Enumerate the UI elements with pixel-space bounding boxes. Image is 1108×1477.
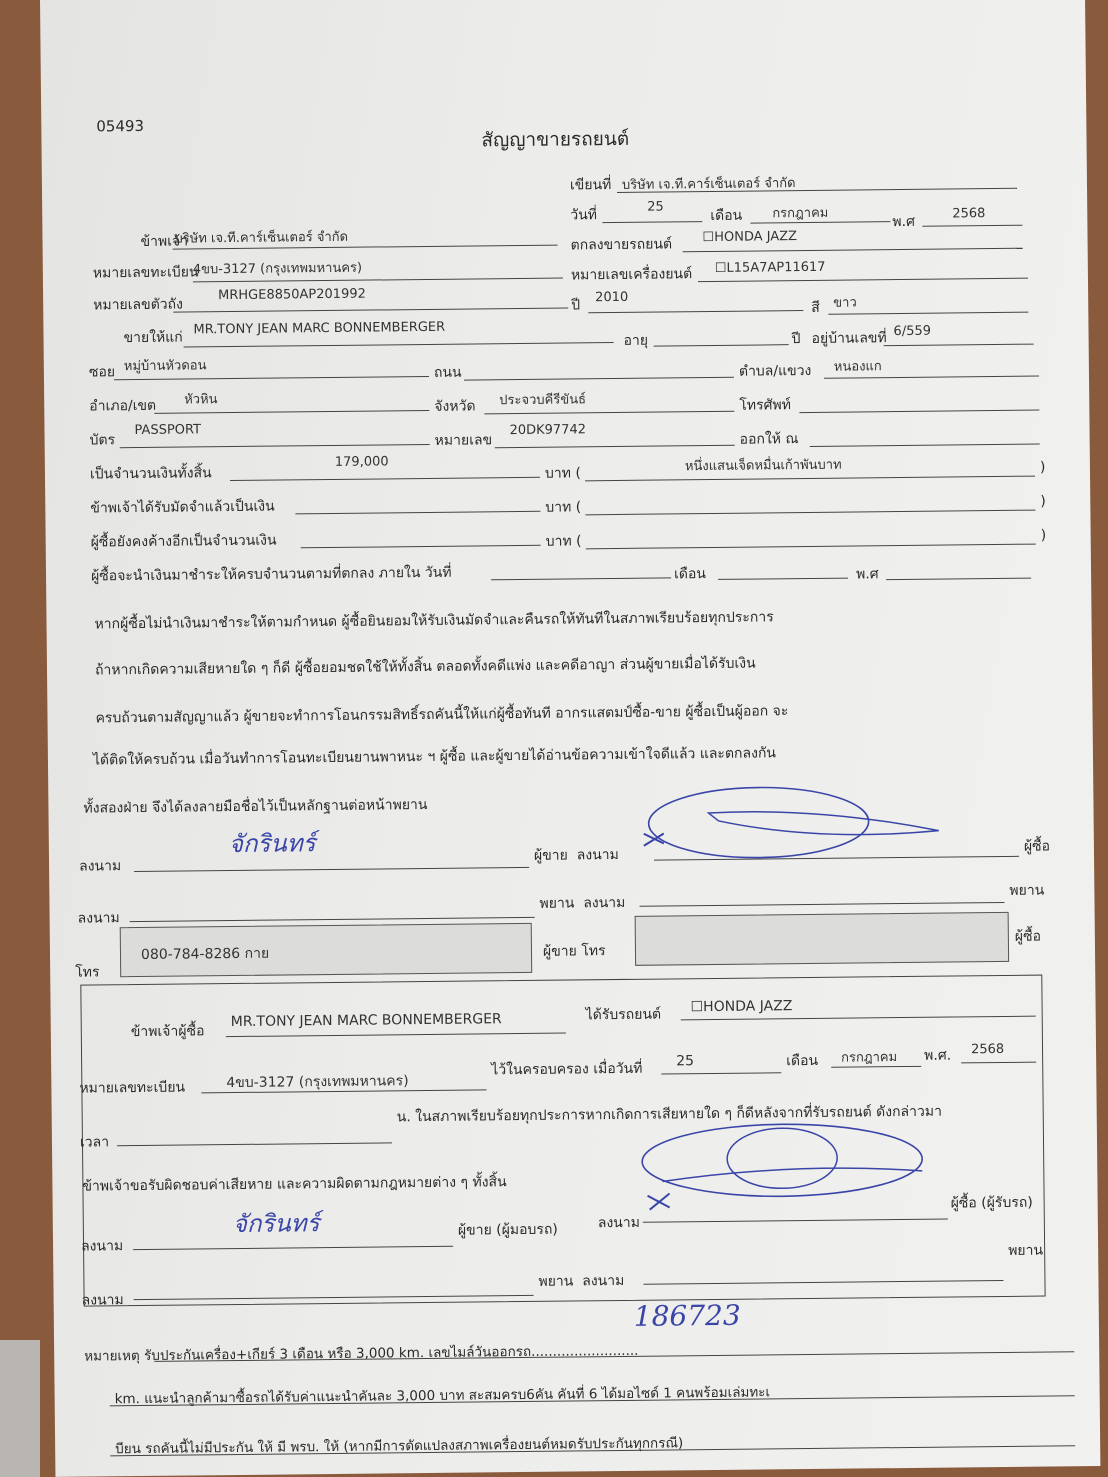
underline: [810, 444, 1040, 447]
card-value: PASSPORT: [134, 422, 202, 439]
buyer-phone-box: [635, 912, 1010, 966]
seller-value: บริษัท เจ.ที.คาร์เซ็นเตอร์ จำกัด: [174, 229, 349, 247]
time-label: เวลา: [79, 1134, 110, 1151]
phone-label: โทร: [75, 964, 100, 981]
underline: [491, 577, 671, 580]
notes-line-3: บียน รถคันนี้ไม่มีประกัน ให้ มี พรบ. ให้ (หากมีการดัดแปลงสภาพเครื่องยนต์หมดรับประกันทุกกรณี): [115, 1435, 684, 1458]
total-value: 179,000: [334, 454, 389, 470]
witness-role-label: พยาน ลงนาม: [539, 894, 626, 912]
underline: [230, 477, 540, 481]
receipt-witness-role: พยาน: [1008, 1242, 1044, 1259]
province-label: จังหวัด: [434, 398, 476, 415]
terms-line: ถ้าหากเกิดความเสียหายใด ๆ ก็ดี ผู้ซื้อยอมชดใช้ให้ทั้งสิ้น ตลอดทั้งคดีแพ่ง และคดีอาญา ส่วนผู้ขายเมื่อได้รับเงิน: [94, 655, 756, 679]
terms-line: หากผู้ซื้อไม่นำเงินมาชำระให้ตามกำหนด ผู้ซื้อยินยอมให้รับเงินมัดจำและคืนรถให้ทันทีในสภาพเรียบร้อยทุกประการ: [94, 609, 774, 633]
underline: [120, 444, 430, 448]
year-label: พ.ศ: [892, 213, 916, 231]
house-value: 6/559: [893, 323, 932, 340]
house-label: อยู่บ้านเลขที่: [811, 330, 887, 347]
terms-line: ได้ติดให้ครบถ้วน เมื่อวันทำการโอนทะเบียนยานพาหนะ ฯ ผู้ซื้อ และผู้ขายได้อ่านข้อความเข้าใจดีแล้ว และตกลงกัน: [92, 745, 777, 769]
total-label: เป็นจำนวนเงินทั้งสิ้น: [89, 465, 212, 483]
terms-line: ทั้งสองฝ่าย จึงได้ลงลายมือชื่อไว้เป็นหลักฐานต่อหน้าพยาน: [83, 796, 428, 817]
engine-label: หมายเลขเครื่องยนต์: [570, 266, 693, 284]
underline: [134, 867, 529, 872]
underline: [114, 376, 429, 380]
remaining-label: ผู้ซื้อยังคงค้างอีกเป็นจำนวนเงิน: [90, 532, 277, 551]
receipt-seller-signature: จักรินทร์: [232, 1209, 320, 1239]
month-value: กรกฎาคม: [772, 205, 829, 222]
underline: [184, 342, 614, 348]
soi-value: หมู่บ้านหัวดอน: [123, 358, 207, 375]
receipt-model-value: ☐HONDA JAZZ: [690, 998, 793, 1016]
car-model-value: ☐HONDA JAZZ: [702, 229, 798, 246]
year-value: 2568: [952, 206, 986, 222]
receipt-buyer-label: ข้าพเจ้าผู้ซื้อ: [130, 1023, 205, 1041]
sign-label: ลงนาม: [80, 1238, 124, 1255]
underline: [718, 578, 848, 580]
underline: [464, 377, 734, 381]
due-month-label: เดือน: [673, 566, 706, 583]
background-surface: [0, 1340, 40, 1477]
seller-signature: จักรินทร์: [228, 829, 316, 859]
written-at-value: บริษัท เจ.ที.คาร์เซ็นเตอร์ จำกัด: [621, 176, 796, 193]
car-year-value: 2010: [595, 289, 629, 306]
month-label: เดือน: [710, 207, 743, 224]
sign-label: ลงนาม: [597, 1214, 640, 1232]
sign-label: ลงนาม: [77, 910, 120, 927]
baht-label: บาท (: [545, 499, 582, 516]
witness-role-label: พยาน: [1009, 882, 1045, 899]
age-unit: ปี: [791, 331, 801, 348]
date-label: วันที่: [570, 207, 598, 224]
buyer-phone-label: โทรศัพท์: [739, 397, 791, 414]
receipt-month-value: กรกฎาคม: [841, 1050, 898, 1066]
paren-close: ): [1039, 459, 1046, 476]
district-label: อำเภอ/เขต: [89, 397, 157, 415]
underline: [683, 248, 1023, 253]
underline: [698, 278, 1028, 282]
subdistrict-label: ตำบล/แขวง: [738, 362, 812, 380]
receipt-witness-role: พยาน ลงนาม: [538, 1272, 625, 1290]
underline: [588, 310, 803, 313]
mileage-handwritten: 186723: [633, 1298, 741, 1333]
underline: [173, 307, 568, 312]
underline: [585, 510, 1035, 516]
notes-line-1: หมายเหตุ รับประกันเครื่อง+เกียร์ 3 เดือน หรือ 3,000 km. เลขไมล์วันออกรถ.........................: [84, 1342, 639, 1365]
day-value: 25: [647, 199, 664, 215]
underline: [640, 902, 1005, 907]
plate-value: 4ขบ-3127 (กรุงเทพมหานคร): [192, 260, 363, 278]
seller-role-label: ผู้ขาย ลงนาม: [533, 846, 619, 864]
buyer-role-label: ผู้ซื้อ: [1023, 838, 1051, 855]
underline: [886, 578, 1031, 581]
time-tail: น. ในสภาพเรียบร้อยทุกประการหากเกิดการเสียหายใด ๆ ก็ดีหลังจากที่รับรถยนต์ ดังกล่าวมา: [396, 1103, 942, 1126]
notes-line-2: km. แนะนำลูกค้ามาซื้อรถได้รับค่าแนะนำคันละ 3,000 บาท สะสมครบ6คัน คันที่ 6 ได้มอไซด์ 1 คนพร้อมเล่มทะเ: [114, 1384, 771, 1408]
receipt-year-label: พ.ศ.: [924, 1047, 952, 1064]
underline: [495, 445, 735, 449]
underline: [654, 344, 789, 346]
paren-close: ): [1040, 493, 1046, 510]
card-label: บัตร: [89, 432, 116, 449]
seller-phone-role: ผู้ขาย โทร: [542, 943, 606, 960]
underline: [799, 410, 1039, 414]
underline: [602, 221, 702, 223]
underline: [750, 221, 890, 223]
due-year-label: พ.ศ: [855, 566, 879, 583]
underline: [154, 410, 429, 414]
seller-label: ข้าพเจ้า: [140, 233, 189, 250]
receipt-seller-role: ผู้ขาย (ผู้มอบรถ): [457, 1221, 558, 1239]
sell-to-label: ขายให้แก่: [123, 329, 183, 347]
province-value: ประจวบคีรีขันธ์: [499, 392, 587, 409]
buyer-phone-role: ผู้ซื้อ: [1014, 928, 1042, 945]
receipt-buyer-signature: [642, 1121, 943, 1214]
due-label: ผู้ซื้อจะนำเงินมาชำระให้ครบจำนวนตามที่ตกลง ภายใน วันที่: [90, 564, 452, 585]
color-label: สี: [811, 299, 820, 316]
written-at-label: เขียนที่: [569, 177, 612, 194]
baht-label: บาท (: [544, 465, 581, 482]
doc-number: 05493: [96, 116, 145, 136]
chassis-value: MRHGE8850AP201992: [218, 286, 366, 304]
number-label: หมายเลข: [434, 432, 493, 449]
underline: [585, 476, 1035, 482]
issued-label: ออกให้ ณ: [739, 431, 799, 448]
page-title: สัญญาขายรถยนต์: [481, 127, 630, 152]
receipt-month-label: เดือน: [786, 1052, 819, 1070]
receipt-buyer-value: MR.TONY JEAN MARC BONNEMBERGER: [230, 1011, 502, 1031]
plate-label: หมายเลขทะเบียน: [92, 264, 199, 282]
road-label: ถนน: [433, 364, 462, 381]
paren-close: ): [1040, 527, 1047, 544]
possession-label: ไว้ในครอบครอง เมื่อวันที่: [491, 1060, 643, 1079]
agree-label: ตกลงขายรถยนต์: [570, 236, 673, 254]
age-label: อายุ: [623, 332, 649, 349]
underline: [130, 917, 535, 922]
receipt-buyer-role: ผู้ซื้อ (ผู้รับรถ): [950, 1194, 1033, 1212]
subdistrict-value: หนองแก: [833, 359, 882, 375]
seller-phone-box: [120, 923, 533, 977]
sign-label: ลงนาม: [78, 858, 122, 875]
car-year-label: ปี: [571, 297, 581, 314]
underline: [484, 411, 734, 415]
receipt-year-value: 2568: [970, 1041, 1005, 1058]
receipt-day-value: 25: [676, 1053, 695, 1070]
underline: [922, 225, 1022, 227]
received-label: ได้รับรถยนต์: [585, 1006, 662, 1024]
contract-paper: [40, 0, 1100, 1477]
receipt-plate-label: หมายเลขทะเบียน: [79, 1079, 186, 1097]
buyer-name-value: MR.TONY JEAN MARC BONNEMBERGER: [193, 319, 446, 338]
number-value: 20DK97742: [509, 422, 587, 439]
underline: [884, 344, 1034, 347]
deposit-label: ข้าพเจ้าได้รับมัดจำแล้วเป็นเงิน: [90, 498, 275, 517]
engine-value: ☐L15A7AP11617: [714, 259, 826, 276]
color-value: ขาว: [833, 295, 857, 311]
liability-text: ข้าพเจ้าขอรับผิดชอบค่าเสียหาย และความผิดตามกฎหมายต่าง ๆ ทั้งสิ้น: [82, 1174, 507, 1195]
terms-line: ครบถ้วนตามสัญญาแล้ว ผู้ขายจะทำการโอนกรรมสิทธิ์รถคันนี้ให้แก่ผู้ซื้อทันที อากรแสตมป์ซื้อ-ขาย ผู้ซื้อเป็นผู้ออก จะ: [95, 703, 789, 727]
baht-label: บาท (: [545, 533, 582, 550]
underline: [295, 511, 540, 515]
soi-label: ซอย: [88, 364, 116, 381]
sign-label: ลงนาม: [81, 1292, 124, 1309]
district-value: หัวหิน: [184, 392, 218, 408]
underline: [301, 545, 541, 549]
underline: [586, 544, 1036, 550]
total-words-value: หนึ่งแสนเจ็ดหมื่นเก้าพันบาท: [684, 457, 842, 475]
receipt-plate-value: 4ขบ-3127 (กรุงเทพมหานคร): [226, 1073, 409, 1092]
seller-phone-value: 080-784-8286 กาย: [140, 945, 270, 963]
chassis-label: หมายเลขตัวถัง: [93, 296, 184, 314]
underline: [828, 312, 1028, 315]
